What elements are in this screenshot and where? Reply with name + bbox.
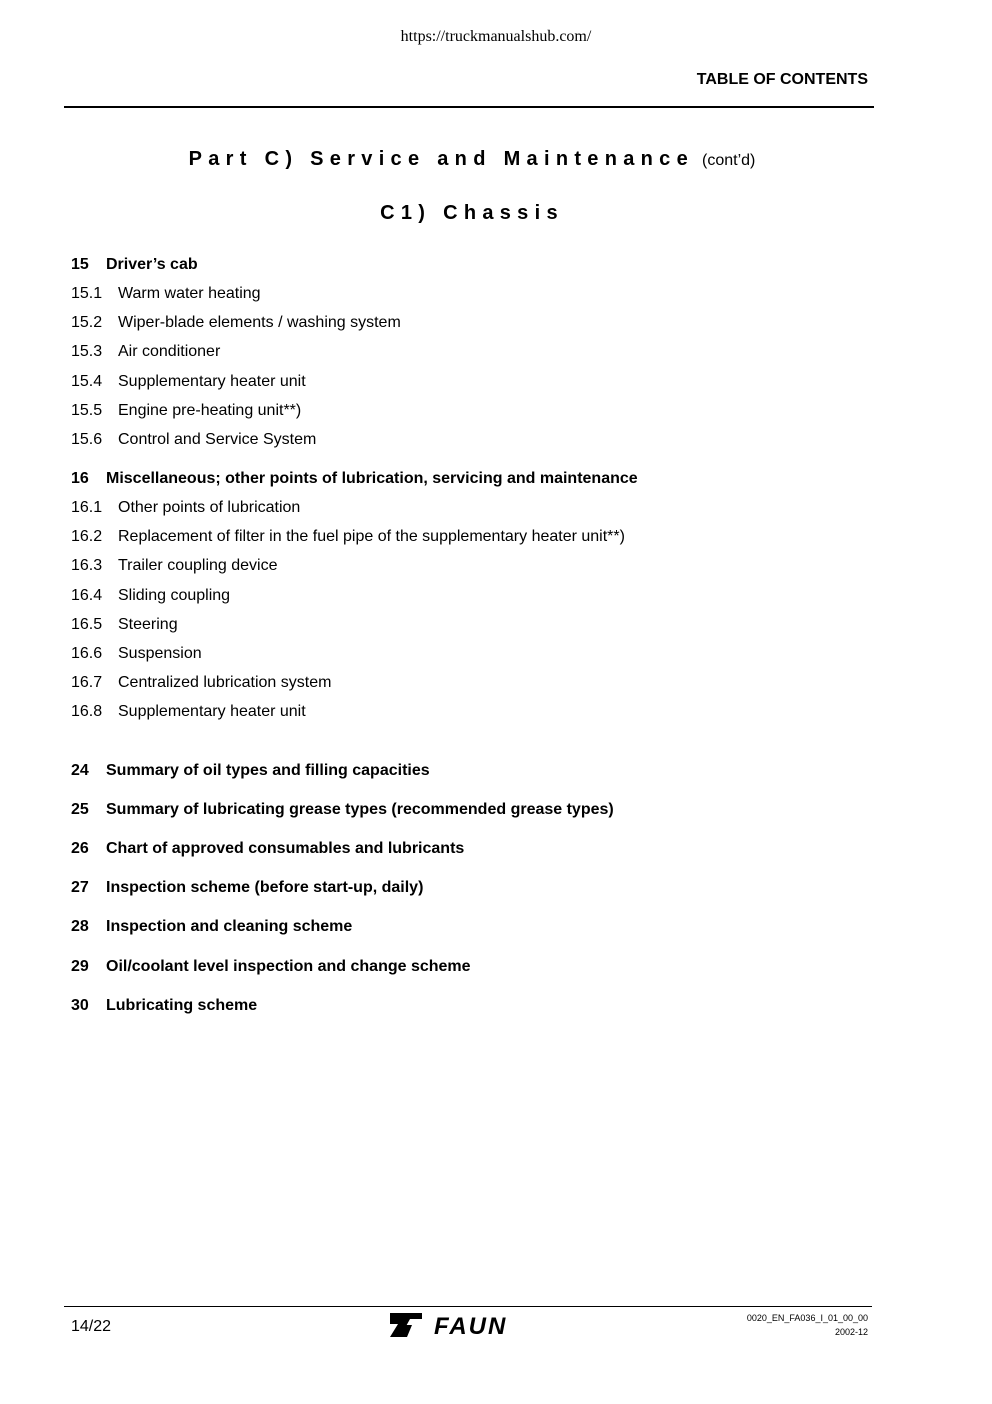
toc-entry-number: 27 [71, 879, 89, 896]
toc-entry-label: Inspection scheme (before start-up, daily) [106, 879, 424, 896]
toc-entry-label: Inspection and cleaning scheme [106, 918, 353, 935]
toc-entry-number: 16.2 [71, 528, 103, 545]
section-title: C1) Chassis [380, 202, 564, 224]
toc-entry [71, 917, 352, 937]
toc-entry-label: Other points of lubrication [118, 499, 301, 516]
toc-entry [71, 800, 614, 820]
toc-entry-number: 24 [71, 762, 89, 779]
toc-entry-number: 26 [71, 840, 89, 857]
toc-entry-number: 16.5 [71, 616, 103, 633]
toc-entry [71, 673, 331, 693]
part-contd: (cont’d) [702, 152, 756, 169]
toc-entry [71, 702, 306, 722]
toc-entry-label: Centralized lubrication system [118, 674, 332, 691]
toc-entry-label: Chart of approved consumables and lubricants [106, 840, 465, 857]
toc-entry [71, 957, 471, 977]
toc-entry-label: Steering [118, 616, 178, 633]
header-title: TABLE OF CONTENTS [696, 71, 868, 88]
toc-entry-label: Sliding coupling [118, 587, 231, 604]
toc-entry-label: Control and Service System [118, 431, 317, 448]
toc-entry [71, 284, 261, 304]
toc-entry-label: Supplementary heater unit [118, 703, 306, 720]
toc-entry-number: 16.8 [71, 703, 103, 720]
toc-entry [71, 430, 316, 450]
toc-entry [71, 313, 401, 333]
toc-entry [71, 342, 220, 362]
toc-entry-number: 16.1 [71, 499, 103, 516]
toc-entry-label: Lubricating scheme [106, 997, 258, 1014]
toc-entry-label: Wiper-blade elements / washing system [118, 314, 401, 331]
part-title [0, 148, 944, 171]
toc-entry-number: 28 [71, 918, 89, 935]
toc-entry-number: 15.5 [71, 402, 103, 419]
toc-entry-number: 15.2 [71, 314, 103, 331]
toc-entry-number: 15 [71, 256, 89, 273]
toc-entry-label: Air conditioner [118, 343, 221, 360]
toc-entry-label: Replacement of filter in the fuel pipe of the supplementary heater unit**) [118, 528, 625, 545]
toc-entry [71, 878, 423, 898]
toc-entry-number: 15.4 [71, 373, 103, 390]
document-code: 0020_EN_FA036_I_01_00_00 [746, 1313, 868, 1323]
toc-entry-number: 16.6 [71, 645, 103, 662]
toc-entry-number: 29 [71, 958, 89, 975]
toc-entry-number: 16 [71, 470, 89, 487]
toc-entry [71, 469, 638, 489]
footer-rule [64, 1306, 872, 1307]
logo-text: FAUN [434, 1313, 508, 1340]
toc-entry [71, 556, 277, 576]
toc-entry [71, 839, 464, 859]
toc-entry-number: 16.7 [71, 674, 103, 691]
toc-entry-number: 15.3 [71, 343, 103, 360]
toc-entry [71, 996, 257, 1016]
toc-entry-label: Suspension [118, 645, 202, 662]
toc-entry-number: 15.1 [71, 285, 103, 302]
toc-entry-number: 16.4 [71, 587, 103, 604]
toc-entry [71, 761, 430, 781]
toc-entry-label: Warm water heating [118, 285, 261, 302]
toc-entry [71, 644, 202, 664]
faun-logo [388, 1310, 550, 1340]
toc-entry-number: 30 [71, 997, 89, 1014]
toc-entry [71, 401, 301, 421]
source-url: https://truckmanualshub.com/ [400, 28, 592, 45]
toc-entry [71, 586, 230, 606]
toc-entry [71, 255, 198, 275]
toc-entry [71, 498, 300, 518]
toc-entry-label: Driver’s cab [106, 256, 198, 273]
part-title-text: Part C) Service and Maintenance [188, 148, 695, 170]
toc-entry-number: 25 [71, 801, 89, 818]
toc-entry-label: Summary of oil types and filling capacities [106, 762, 430, 779]
toc-entry-number: 16.3 [71, 557, 103, 574]
toc-entry-number: 15.6 [71, 431, 103, 448]
header-rule [64, 106, 874, 108]
toc-entry-label: Miscellaneous; other points of lubrication, servicing and maintenance [106, 470, 638, 487]
toc-entry-label: Supplementary heater unit [118, 373, 306, 390]
toc-entry [71, 372, 306, 392]
toc-entry-label: Engine pre-heating unit**) [118, 402, 302, 419]
page-number: 14/22 [71, 1318, 112, 1335]
toc-entry-label: Trailer coupling device [118, 557, 278, 574]
toc-entry [71, 527, 625, 547]
toc-entry [71, 615, 178, 635]
toc-entry-label: Summary of lubricating grease types (recommended grease types) [106, 801, 614, 818]
document-date: 2002-12 [834, 1327, 868, 1337]
toc-entry-label: Oil/coolant level inspection and change scheme [106, 958, 471, 975]
